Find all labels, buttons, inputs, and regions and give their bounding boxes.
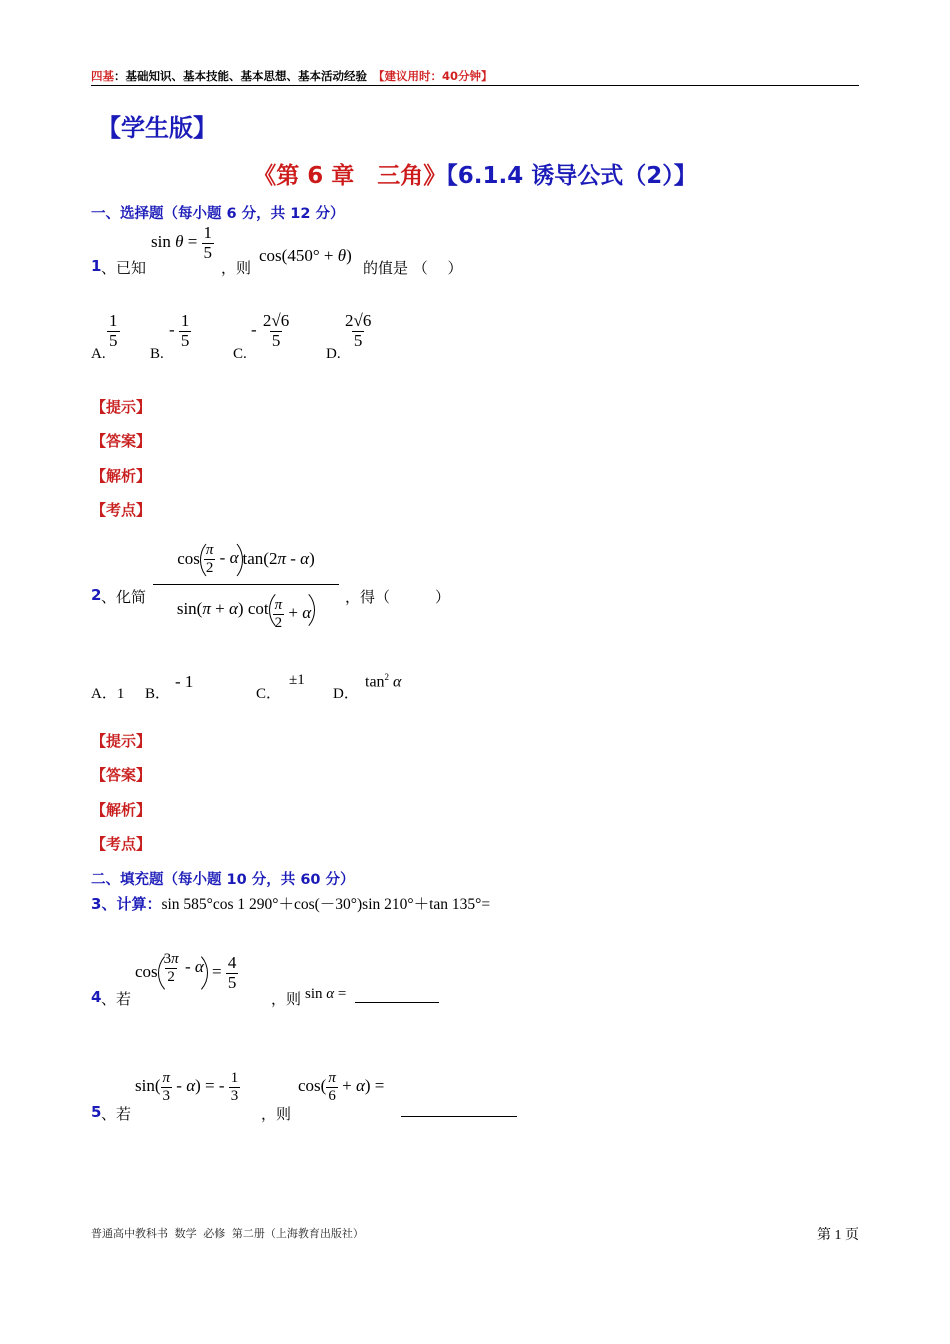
question-2-lead: 、化简 xyxy=(101,588,147,606)
version-label: 【学生版】 xyxy=(97,114,217,142)
q2-option-d-value: $\tan^2 \alpha$ xyxy=(365,672,402,691)
q2-option-b-label: B． xyxy=(145,686,171,702)
question-4-tail: sin α = xyxy=(305,986,347,1002)
question-3-number: 3 xyxy=(91,895,102,913)
question-1-number: 1 xyxy=(91,257,102,275)
q2-point-tag: 【考点】 xyxy=(91,835,152,853)
question-3-lead: 、计算： xyxy=(101,895,162,913)
option-d-label: D. xyxy=(326,346,341,362)
page-header xyxy=(91,68,493,84)
question-4 xyxy=(91,950,491,1006)
option-c-value: - $\frac{2√6}{5}$ xyxy=(251,311,290,350)
header-text: ：基础知识、基本技能、基本思想、基本活动经验 xyxy=(114,69,367,83)
question-1-options xyxy=(91,312,491,362)
question-2 xyxy=(91,530,591,640)
question-1-mid: ，则 xyxy=(221,259,252,277)
fraction-denominator: sin(π + α) cot $\frac{\pi}{2}$ + α xyxy=(153,585,339,633)
q2-option-d-label: D． xyxy=(333,686,359,702)
q2-analysis-tag: 【解析】 xyxy=(91,801,152,819)
option-c-label: C. xyxy=(233,346,247,362)
footer-page-number: 第 1 页 xyxy=(817,1228,859,1243)
question-5-blank[interactable] xyxy=(401,1102,517,1117)
question-4-mid: ，则 xyxy=(271,990,302,1008)
question-1-lead: 、已知 xyxy=(101,259,147,277)
page-title xyxy=(0,157,950,190)
q1-hint-tag: 【提示】 xyxy=(91,398,152,416)
header-prefix: 四基 xyxy=(91,69,114,83)
q2-hint-tag: 【提示】 xyxy=(91,732,152,750)
question-5-expression: cos( $\frac{\pi}{6}$ + α) = xyxy=(298,1070,385,1104)
header-time: 【建议用时：40分钟】 xyxy=(373,69,493,83)
option-d-value: $\frac{2√6}{5}$ xyxy=(345,311,372,350)
question-2-number: 2 xyxy=(91,586,102,604)
question-5-condition: sin( $\frac{\pi}{3}$ - α) = - $\frac{1}{3}$ xyxy=(135,1070,239,1104)
question-4-blank[interactable] xyxy=(355,988,439,1003)
question-1-condition: sin θ = $\frac{1}{5}$ xyxy=(151,223,213,262)
question-2-options xyxy=(91,672,491,702)
question-3-text: sin 585°cos 1 290°＋cos(－30°)sin 210°＋tan 135°= xyxy=(161,896,491,913)
q2-option-a: A．1 xyxy=(91,686,125,702)
question-2-fraction xyxy=(153,538,339,633)
question-4-number: 4 xyxy=(91,988,102,1006)
option-b-label: B. xyxy=(150,346,164,362)
question-4-condition: cos $\frac{3\pi}{2}$ - α = $\frac{4}{5}$ xyxy=(135,950,238,996)
question-4-lead: 、若 xyxy=(101,990,132,1008)
header-divider xyxy=(91,85,859,86)
question-5 xyxy=(91,1070,551,1126)
section-title-fill: 二、填充题（每小题 10 分，共 60 分） xyxy=(91,872,355,888)
question-3 xyxy=(91,892,490,914)
q2-answer-tag: 【答案】 xyxy=(91,766,152,784)
footer-book-title: 普通高中教科书 数学 必修 第二册（上海教育出版社） xyxy=(91,1227,364,1240)
question-1-tail: 的值是 （ ） xyxy=(363,259,463,277)
question-1-expression: cos(450° + θ) xyxy=(259,246,352,265)
title-chapter: 《第 6 章 三角》 xyxy=(253,163,447,189)
q1-point-tag: 【考点】 xyxy=(91,501,152,519)
question-5-mid: ，则 xyxy=(261,1105,292,1123)
title-lesson: 【6.1.4 诱导公式（2）】 xyxy=(446,163,697,189)
option-a-label: A. xyxy=(91,346,106,362)
q1-answer-tag: 【答案】 xyxy=(91,432,152,450)
q2-option-c-label: C． xyxy=(256,686,282,702)
q1-analysis-tag: 【解析】 xyxy=(91,467,152,485)
question-2-tail: ，得（ ） xyxy=(345,588,451,606)
question-5-number: 5 xyxy=(91,1103,102,1121)
fraction-numerator: cos $\frac{\pi}{2}$ - α tan(2π - α) xyxy=(153,538,339,584)
option-b-value: - $\frac{1}{5}$ xyxy=(169,311,190,350)
question-5-lead: 、若 xyxy=(101,1105,132,1123)
q2-option-c-value: ±1 xyxy=(289,672,305,688)
section-title-choice: 一、选择题（每小题 6 分，共 12 分） xyxy=(91,206,345,222)
option-a-value: $\frac{1}{5}$ xyxy=(109,311,118,350)
q2-option-b-value: - 1 xyxy=(175,672,194,691)
